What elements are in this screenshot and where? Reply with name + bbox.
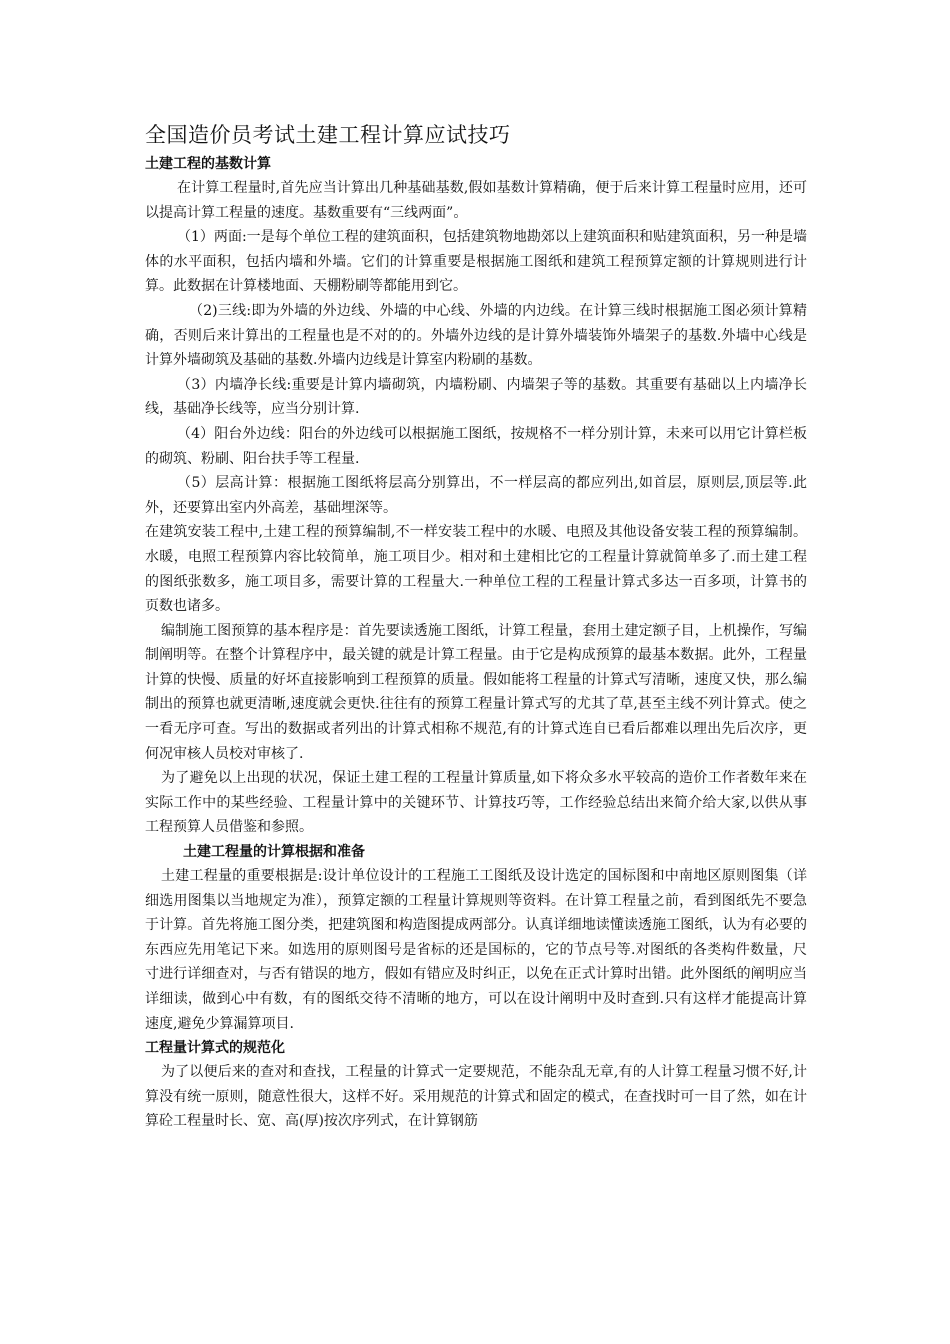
paragraph: 在建筑安装工程中,土建工程的预算编制,不一样安装工程中的水暖、电照及其他设备安装工程的预算编制。水暖，电照工程预算内容比较简单，施工项目少。相对和土建相比它的工程量计算就简单多了.而土建工程的图纸张数多，施工项目多，需要计算的工程量大.一种单位工程的工程量计算式多达一百多项，计算书的页数也诸多。 <box>145 524 807 615</box>
paragraph: 在计算工程量时,首先应当计算出几种基础基数,假如基数计算精确，便于后来计算工程量时应用，还可以提高计算工程量的速度。基数重要有“三线两面”。 <box>145 180 807 221</box>
paragraph: （2)三线:即为外墙的外边线、外墙的中心线、外墙的内边线。在计算三线时根据施工图必须计算精确，否则后来计算出的工程量也是不对的的。外墙外边线的是计算外墙装饰外墙架子的基数.外墙中心线是计算外墙砌筑及基础的基数.外墙内边线是计算室内粉刷的基数。 <box>145 302 807 369</box>
document-title: 全国造价员考试土建工程计算应试技巧 <box>145 123 511 147</box>
document-page <box>145 118 807 1134</box>
paragraph: 土建工程量的重要根据是:设计单位设计的工程施工工图纸及设计选定的国标图和中南地区原则图集（详细选用图集以当地规定为准），预算定额的工程量计算规则等资料。在计算工程量之前，看到图纸先不要急于计算。首先将施工图分类，把建筑图和构造图提成两部分。认真详细地读懂读透施工图纸，认为有必要的东西应先用笔记下来。如选用的原则图号是省标的还是国标的，它的节点号等.对图纸的各类构件数量，尺寸进行详细查对，与否有错误的地方，假如有错应及时纠正，以免在正式计算时出错。此外图纸的阐明应当详细读，做到心中有数，有的图纸交待不清晰的地方，可以在设计阐明中及时查到.只有这样才能提高计算速度,避免少算漏算项目. <box>145 868 807 1032</box>
section-heading-basis-and-preparation: 土建工程量的计算根据和准备 <box>183 844 365 861</box>
paragraph: 编制施工图预算的基本程序是：首先要读透施工图纸，计算工程量，套用土建定额子目，上机操作，写编制阐明等。在整个计算程序中，最关键的就是计算工程量。由于它是构成预算的最基本数据。此外，工程量计算的快慢、质量的好坏直接影响到工程预算的质量。假如能将工程量的计算式写清晰，速度又快，那么编制出的预算也就更清晰,速度就会更快.往往有的预算工程量计算式写的尤其了草,甚至主线不列计算式。使之一看无序可查。写出的数据或者列出的计算式相称不规范,有的计算式连自已看后都难以理出先后次序，更何况审核人员校对审核了. <box>145 622 807 762</box>
paragraph: （3）内墙净长线:重要是计算内墙砌筑，内墙粉刷、内墙架子等的基数。其重要有基础以上内墙净长线，基础净长线等，应当分别计算. <box>145 376 807 418</box>
paragraph: （1）两面:一是每个单位工程的建筑面积，包括建筑物地勘郊以上建筑面积和贴建筑面积，另一种是墙体的水平面积，包括内墙和外墙。它们的计算重要是根据施工图纸和建筑工程预算定额的计算规则进行计算。此数据在计算楼地面、天棚粉刷等都能用到它。 <box>145 229 807 295</box>
paragraph: （4）阳台外边线：阳台的外边线可以根据施工图纸，按规格不一样分别计算，未来可以用它计算栏板的砌筑、粉刷、阳台扶手等工程量. <box>145 425 807 467</box>
section-heading-formula-standardization: 工程量计算式的规范化 <box>145 1040 285 1057</box>
paragraph: （5）层高计算：根据施工图纸将层高分别算出，不一样层高的都应列出,如首层，原则层,顶层等.此外，还要算出室内外高差，基础埋深等。 <box>145 475 807 516</box>
paragraph: 为了以便后来的查对和查找，工程量的计算式一定要规范，不能杂乱无章,有的人计算工程量习惯不好,计算没有统一原则，随意性很大，这样不好。采用规范的计算式和固定的模式，在查找时可一目了然，如在计算砼工程量时长、宽、高(厚)按次序列式，在计算钢筋 <box>145 1064 807 1130</box>
section-heading-base-calculation: 土建工程的基数计算 <box>145 156 271 172</box>
paragraph: 为了避免以上出现的状况，保证土建工程的工程量计算质量,如下将众多水平较高的造价工作者数年来在实际工作中的某些经验、工程量计算中的关键环节、计算技巧等，工作经验总结出来简介给大家,以供从事工程预算人员借鉴和参照。 <box>145 770 807 836</box>
